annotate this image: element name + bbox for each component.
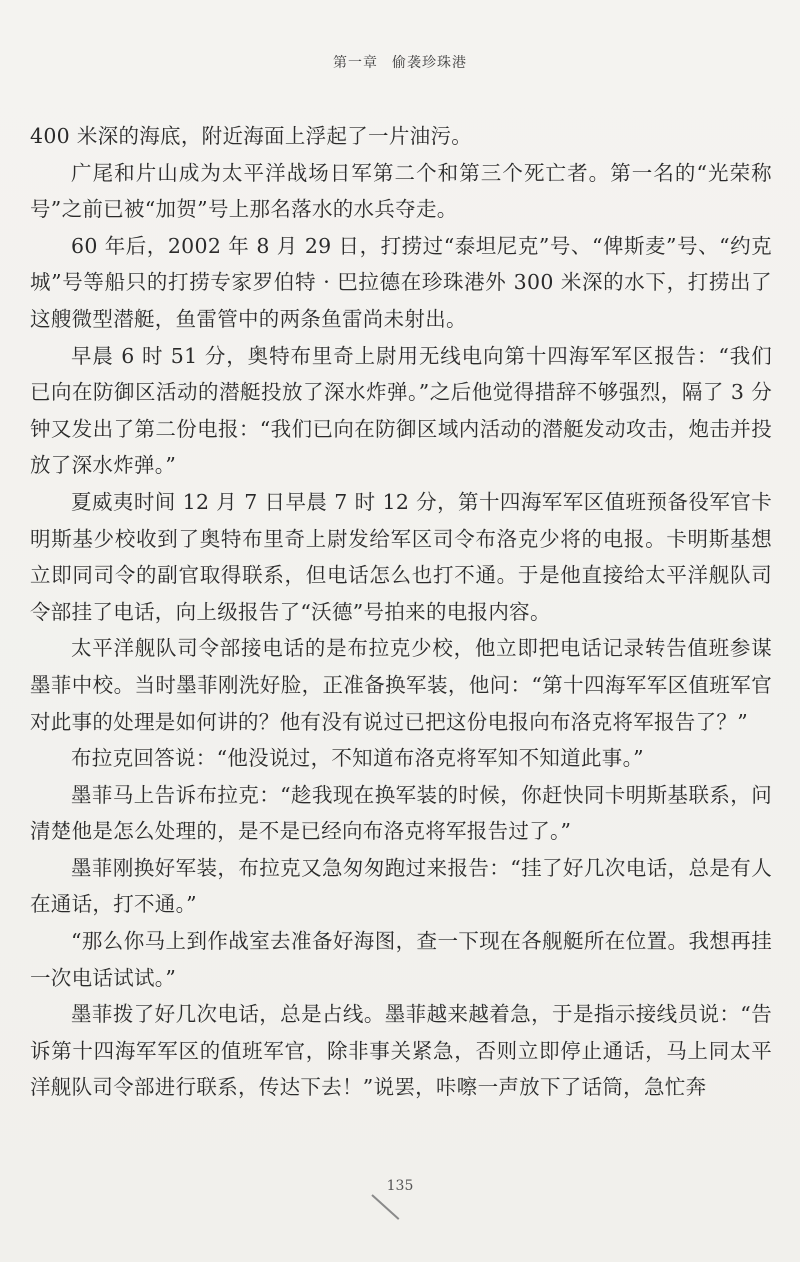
chapter-number: 第一章 [333, 55, 378, 71]
chapter-title: 偷袭珍珠港 [392, 55, 467, 71]
paragraph: 60 年后，2002 年 8 月 29 日，打捞过“泰坦尼克”号、“俾斯麦”号、“约克城”号等船只的打捞专家罗伯特 · 巴拉德在珍珠港外 300 米深的水下，打捞出了这艘微型潜艇，鱼雷管中的两条鱼雷尚未射出。 [30, 233, 772, 331]
paragraph: 夏威夷时间 12 月 7 日早晨 7 时 12 分，第十四海军军区值班预备役军官卡明斯基少校收到了奥特布里奇上尉发给军区司令布洛克少将的电报。卡明斯基想立即同司令的副官取得联系，但电话怎么也打不通。于是他直接给太平洋舰队司令部挂了电话，向上级报告了“沃德”号拍来的电报内容。 [30, 489, 772, 624]
paragraph: 400 米深的海底，附近海面上浮起了一片油污。 [30, 124, 473, 148]
paragraph: 太平洋舰队司令部接电话的是布拉克少校，他立即把电话记录转告值班参谋墨菲中校。当时墨菲刚洗好脸，正准备换军装，他问：“第十四海军军区值班军官对此事的处理是如何讲的？他有没有说过已把这份电报向布洛克将军报告了？” [30, 636, 772, 734]
paragraph: 布拉克回答说：“他没说过，不知道布洛克将军知不知道此事。” [71, 746, 644, 771]
page-number: 135 [386, 1178, 414, 1194]
paragraph: 早晨 6 时 51 分，奥特布里奇上尉用无线电向第十四海军军区报告：“我们已向在防御区活动的潜艇投放了深水炸弹。”之后他觉得措辞不够强烈，隔了 3 分钟又发出了第二份电报：“我们已向在防御区域内活动的潜艇发动攻击，炮击并投放了深水炸弹。” [30, 343, 772, 478]
paragraph: 广尾和片山成为太平洋战场日军第二个和第三个死亡者。第一名的“光荣称号”之前已被“加贺”号上那名落水的水兵夺走。 [30, 160, 772, 222]
body-text [30, 118, 772, 1106]
pen-mark [371, 1194, 399, 1220]
paragraph: 墨菲拨了好几次电话，总是占线。墨菲越来越着急，于是指示接线员说：“告诉第十四海军军区的值班军官，除非事关紧急，否则立即停止通话，马上同太平洋舰队司令部进行联系，传达下去！”说罢，咔嚓一声放下了话筒，急忙奔 [30, 1002, 772, 1100]
paragraph: “那么你马上到作战室去准备好海图，查一下现在各舰艇所在位置。我想再挂一次电话试试。” [30, 929, 772, 990]
paragraph: 墨菲刚换好军装，布拉克又急匆匆跑过来报告：“挂了好几次电话，总是有人在通话，打不通。” [30, 855, 772, 917]
running-head [0, 52, 800, 72]
paragraph: 墨菲马上告诉布拉克：“趁我现在换军装的时候，你赶快同卡明斯基联系，问清楚他是怎么处理的，是不是已经向布洛克将军报告过了。” [30, 782, 772, 844]
